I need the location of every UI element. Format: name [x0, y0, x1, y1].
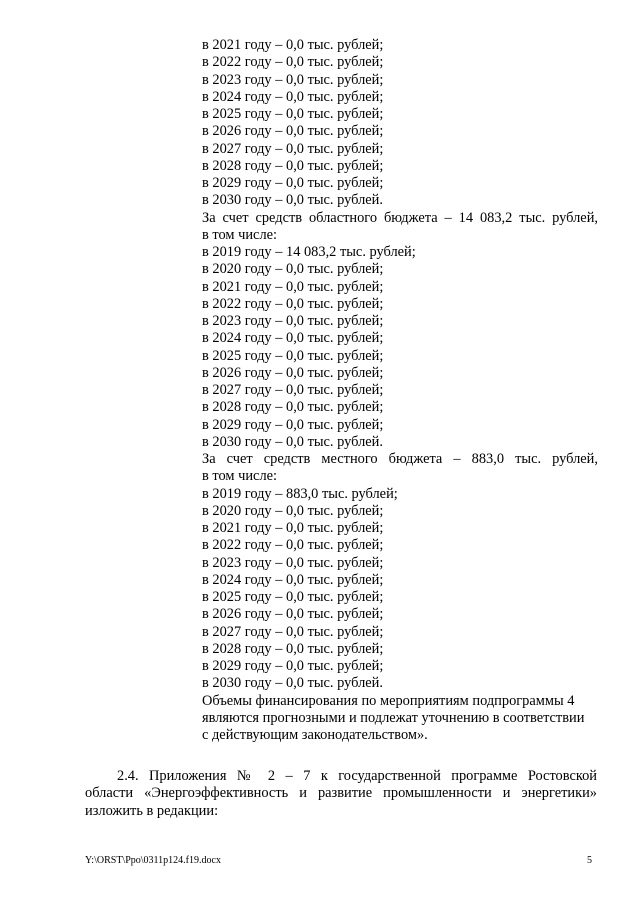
year-line: в 2021 году – 0,0 тыс. рублей; — [202, 278, 384, 295]
note-line: Объемы финансирования по мероприятиям подпрограммы 4 — [202, 692, 575, 709]
year-line: в 2025 году – 0,0 тыс. рублей; — [202, 106, 384, 122]
year-line: в 2026 году – 0,0 тыс. рублей; — [202, 364, 384, 381]
local-budget-heading: За счет средств местного бюджета – 883,0 тыс. рублей, — [202, 451, 598, 467]
section-paragraph — [85, 768, 597, 820]
year-line: в 2022 году – 0,0 тыс. рублей; — [202, 54, 384, 71]
year-line: в 2027 году – 0,0 тыс. рублей; — [202, 140, 384, 157]
year-line: в 2028 году – 0,0 тыс. рублей; — [202, 640, 384, 657]
year-line: в 2026 году – 0,0 тыс. рублей; — [202, 123, 384, 140]
year-line: в 2030 году – 0,0 тыс. рублей. — [202, 192, 383, 209]
year-line: в 2030 году – 0,0 тыс. рублей. — [202, 433, 383, 450]
section-line: 2.4. Приложения № 2 – 7 к государственной программе Ростовской — [117, 768, 597, 784]
year-line: в 2022 году – 0,0 тыс. рублей; — [202, 295, 384, 312]
year-line: в 2029 году – 0,0 тыс. рублей; — [202, 416, 384, 433]
year-line: в 2026 году – 0,0 тыс. рублей; — [202, 606, 384, 623]
year-line: в 2020 году – 0,0 тыс. рублей; — [202, 261, 384, 278]
year-line: в 2024 году – 0,0 тыс. рублей; — [202, 571, 384, 588]
year-line: в 2024 году – 0,0 тыс. рублей; — [202, 330, 384, 347]
year-line: в 2024 году – 0,0 тыс. рублей; — [202, 88, 384, 105]
regional-budget-heading-cont: в том числе: — [202, 226, 278, 243]
year-line: в 2025 году – 0,0 тыс. рублей; — [202, 347, 384, 364]
year-line: в 2020 году – 0,0 тыс. рублей; — [202, 502, 384, 519]
year-line: в 2027 году – 0,0 тыс. рублей; — [202, 623, 384, 640]
year-line: в 2028 году – 0,0 тыс. рублей; — [202, 399, 384, 416]
section-line: области «Энергоэффективность и развитие промышленности и энергетики» — [85, 785, 597, 802]
year-line: в 2022 году – 0,0 тыс. рублей; — [202, 537, 384, 554]
note-line: являются прогнозными и подлежат уточнению в соответствии — [202, 709, 585, 726]
year-line: в 2025 году – 0,0 тыс. рублей; — [202, 589, 384, 605]
regional-budget-heading: За счет средств областного бюджета – 14 083,2 тыс. рублей, — [202, 209, 598, 226]
year-line: в 2021 году – 0,0 тыс. рублей; — [202, 37, 384, 53]
year-line: в 2027 году – 0,0 тыс. рублей; — [202, 382, 384, 398]
year-line: в 2029 году – 0,0 тыс. рублей; — [202, 175, 384, 191]
year-line: в 2019 году – 883,0 тыс. рублей; — [202, 485, 398, 502]
note-line: с действующим законодательством». — [202, 727, 428, 743]
year-line: в 2019 году – 14 083,2 тыс. рублей; — [202, 244, 416, 260]
year-line: в 2023 году – 0,0 тыс. рублей; — [202, 554, 384, 571]
footer-file-path: Y:\ORST\Ppo\0311p124.f19.docx — [85, 855, 221, 866]
year-line: в 2030 году – 0,0 тыс. рублей. — [202, 675, 383, 692]
year-line: в 2028 году – 0,0 тыс. рублей; — [202, 157, 384, 174]
year-line: в 2021 году – 0,0 тыс. рублей; — [202, 520, 384, 536]
footer-page-number: 5 — [587, 855, 592, 866]
local-budget-heading-cont: в том числе: — [202, 468, 278, 485]
year-line: в 2029 году – 0,0 тыс. рублей; — [202, 658, 384, 674]
year-line: в 2023 году – 0,0 тыс. рублей; — [202, 313, 384, 329]
funding-column — [202, 37, 598, 744]
year-line: в 2023 году – 0,0 тыс. рублей; — [202, 71, 384, 88]
section-line: изложить в редакции: — [85, 802, 219, 819]
